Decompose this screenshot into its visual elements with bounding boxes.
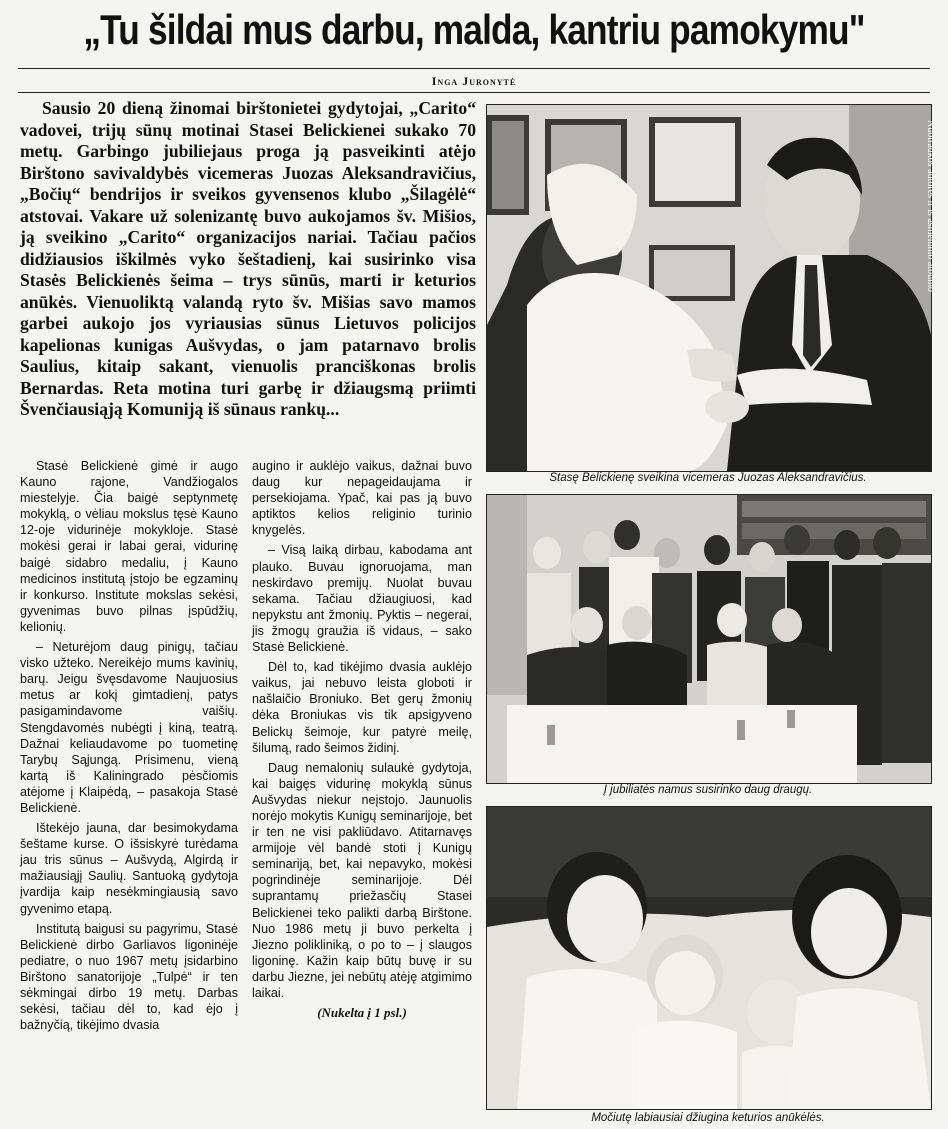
paragraph: Stasė Belickienė gimė ir augo Kauno rajone, Vandžiogalos miestelyje. Čia baigė septynmetę mokyklą, o vėliau mokslus tęsė Kauno 12-oje vidurinėje mokykloje. Stasė mokėsi gerai ir labai gerai, vidurinę baigė sidabro medaliu, į Kauno medicinos institutą įstojo be egzaminų ir konkurso. Institute mokslas sekėsi, gyvenimas buvo pilnas įspūdžių, kelionių. <box>20 459 238 634</box>
headline-rule <box>18 68 930 69</box>
byline: Inga Juronytė <box>431 74 517 88</box>
paragraph: – Neturėjom daug pinigų, tačiau visko užteko. Nereikėjo mums kavinių, barų. Jeigu švęsdavome Naujuosius metus ar kokį gimtadienį, patys pasigamindavome vaišių. Stengdavomės nubėgti į kiną, teatrą. Dažnai keliaudavome po tuometinę Tarybų Sąjungą. Prisimenu, vieną kartą iš Kaliningrado pėsčiomis atėjome į Klaipėdą, – pasakoja Stasė Belickienė. <box>20 640 238 815</box>
photo-credit: Nuotraukos autorės ir iš asmeninio albumo <box>925 120 936 292</box>
lead-paragraph: Sausio 20 dieną žinomai birštonietei gydytojai, „Carito“ vadovei, trijų sūnų motinai Stasei Belickienei sukako 70 metų. Garbingo jubiliejaus proga ją pasveikinti atėjo Birštono savivaldybės vicemeras Juozas Aleksandravičius, „Bočių“ bendrijos ir sveikos gyvensenos klubo „Šilagėlė“ atstovai. Vakare už solenizantę buvo aukojamos šv. Mišios, ją sveikino „Carito“ organizacijos nariai. Tačiau pačios didžiausios iškilmės vyko šeštadienį, kai susirinko visa Stasės Belickienės šeima – trys sūnūs, marti ir keturios anūkės. Vienuoliktą valandą ryto šv. Mišias savo mamos garbei aukojo jos vyriausias sūnus Lietuvos policijos kapelionas kunigas Aušvydas, o jam patarnavo brolis Saulius, kitaip sakant, vienuolis pranciškonas brolis Bernardas. Reta motina turi garbę ir džiaugsmą priimti Švenčiausiąją Komuniją iš sūnaus rankų... <box>20 98 476 419</box>
paragraph: – Visą laiką dirbau, kabodama ant plauko. Buvau ignoruojama, man neskirdavo premijų. Nuolat buvau sekama. Tačiau džiaugiuosi, kad nepykstu ant žmonių. Pyktis – negerai, jis žmogų graužia iš vidaus, – sako Stasė Belickienė. <box>252 543 472 655</box>
photo-granddaughters <box>486 806 932 1110</box>
paragraph: Dėl to, kad tikėjimo dvasia auklėjo vaikus, jai nebuvo leista globoti ir našlaičio Broniuko. Bet gerų žmonių dėka Broniukas vis tik apsigyveno Belickų šeimoje, kur patyrė meilę, šilumą, rado šeimos židinį. <box>252 660 472 755</box>
paragraph: Daug nemalonių sulaukė gydytoja, kai baigęs vidurinę mokyklą sūnus Aušvydas niekur neįstojo. Jaunuolis norėjo mokytis Kunigų seminarijoje, bet ir ten ne visi pakliūdavo. Atitarnavęs armijoje vėl bandė stoti į Kunigų seminariją, bet, kai nepavyko, mokėsi pogrindinėje seminarijoje. Dėl suprantamų priežasčių Stasei Belickienei teko palikti darbą Birštone. Nuo 1986 metų ji buvo perkelta į Jiezno polikliniką, o po to – į slaugos ligoninę. Kažin kaip būtų buvę ir su darbu Jiezne, jei nebūtų atėję atgimimo laikai. <box>252 760 472 1000</box>
caption-photo-1: Stasę Belickienę sveikina vicemeras Juozas Aleksandravičius. <box>549 472 867 484</box>
paragraph: Institutą baigusi su pagyrimu, Stasė Belickienė dirbo Garliavos ligoninėje pediatre, o nuo 1967 metų įsidarbino Birštono sanatorijoje „Tulpė“ ir ten sėkmingai dirbo 19 metų. Darbas sekėsi, tačiau dėl to, kad ėjo į bažnyčią, tikėjimo dvasia <box>20 921 238 1033</box>
caption-photo-3: Močiutę labiausiai džiugina keturios anūkėlės. <box>591 1112 825 1124</box>
photo-granddaughters-image <box>487 807 931 1109</box>
paragraph: augino ir auklėjo vaikus, dažnai buvo daug kur nepageidaujama ir persekiojama. Ypač, kai pas ją buvo aptiktos kelios religinio turinio knygelės. <box>252 459 472 538</box>
headline: „Tu šildai mus darbu, malda, kantriu pamokymu" <box>83 6 865 53</box>
photo-greeting <box>486 104 932 472</box>
caption-photo-2: Į jubiliatės namus susirinko daug draugų. <box>603 784 813 796</box>
continued-note: (Nukelta į 1 psl.) <box>317 1005 407 1021</box>
body-column-1 <box>20 458 238 1037</box>
byline-rule <box>18 92 930 93</box>
photo-guests <box>486 494 932 784</box>
paragraph: Ištekėjo jauna, dar besimokydama šeštame kurse. O išsiskyrė turėdama jau tris sūnus – Aušvydą, Algirdą ir mažiausiąjį Saulių. Santuoką gydytoja įvardija kaip nesėkmingiausią savo gyvenimo etapą. <box>20 821 238 916</box>
photo-guests-image <box>487 495 931 783</box>
body-column-2 <box>252 458 472 1025</box>
photo-greeting-image <box>487 105 931 471</box>
